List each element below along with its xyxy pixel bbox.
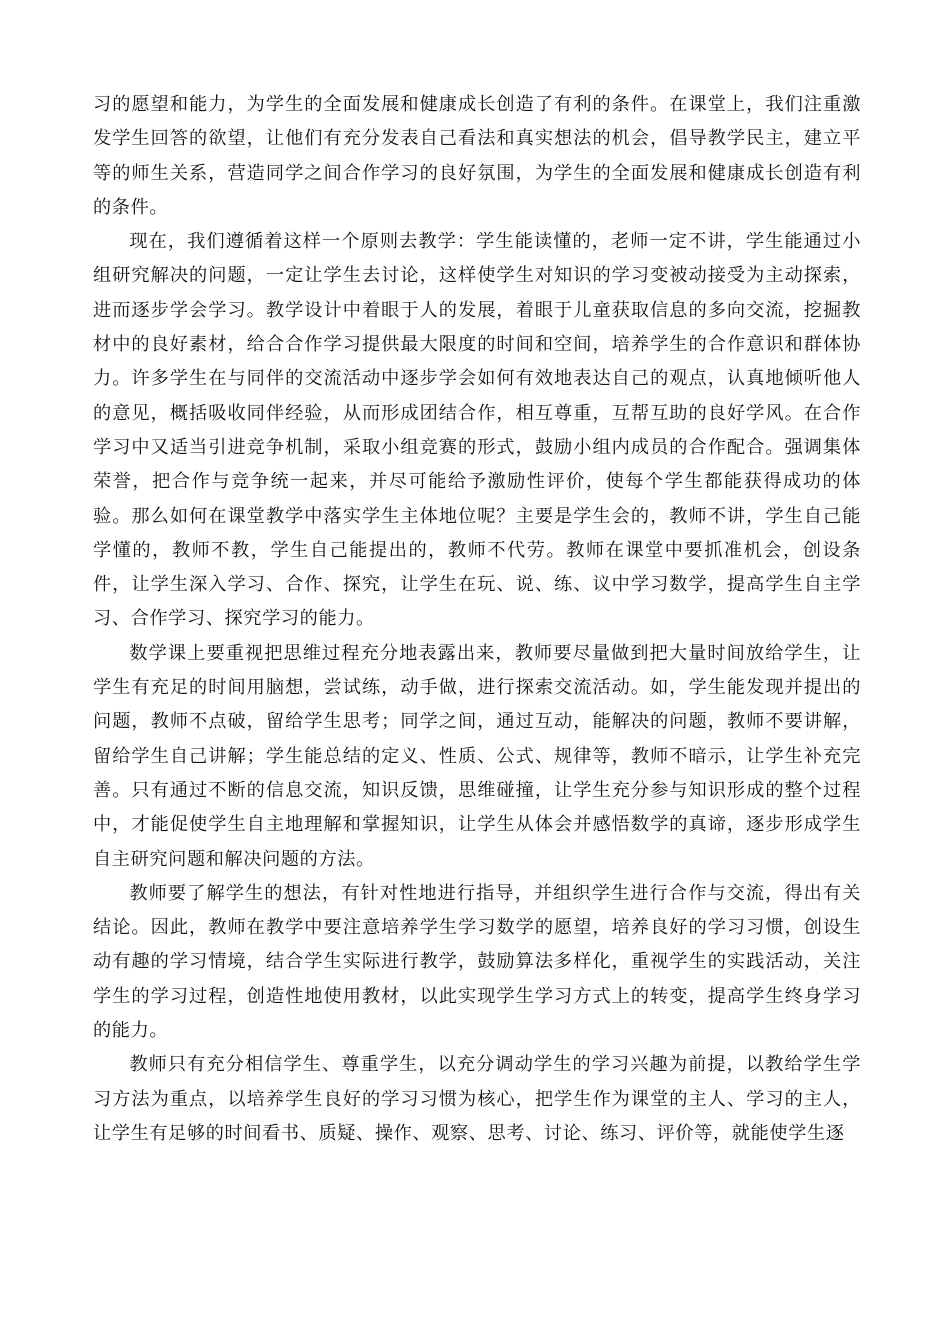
paragraph-1: 习的愿望和能力，为学生的全面发展和健康成长创造了有利的条件。在课堂上，我们注重激发学生回答的欲望，让他们有充分发表自己看法和真实想法的机会，倡导教学民主，建立平等的师生关系，营造同学之间合作学习的良好氛围，为学生的全面发展和健康成长创造有利的条件。 (93, 94, 861, 218)
paragraph-5: 教师只有充分相信学生、尊重学生，以充分调动学生的学习兴趣为前提，以教给学生学习方法为重点，以培养学生良好的学习习惯为核心，把学生作为课堂的主人、学习的主人，让学生有足够的时间看书、质疑、操作、观察、思考、讨论、练习、评价等，就能使学生逐 (93, 1054, 861, 1144)
paragraph-4: 教师要了解学生的想法，有针对性地进行指导，并组织学生进行合作与交流，得出有关结论。因此，教师在教学中要注意培养学生学习数学的愿望，培养良好的学习习惯，创设生动有趣的学习情境，结合学生实际进行教学，鼓励算法多样化，重视学生的实践活动，关注学生的学习过程，创造性地使用教材，以此实现学生学习方式上的转变，提高学生终身学习的能力。 (93, 882, 861, 1042)
paragraph-2: 现在，我们遵循着这样一个原则去教学：学生能读懂的，老师一定不讲，学生能通过小组研究解决的问题，一定让学生去讨论，这样使学生对知识的学习变被动接受为主动探索，进而逐步学会学习。教学设计中着眼于人的发展，着眼于儿童获取信息的多向交流，挖掘教材中的良好素材，给合合作学习提供最大限度的时间和空间，培养学生的合作意识和群体协力。许多学生在与同伴的交流活动中逐步学会如何有效地表达自己的观点，认真地倾听他人的意见，概括吸收同伴经验，从而形成团结合作，相互尊重，互帮互助的良好学风。在合作学习中又适当引进竞争机制，采取小组竞赛的形式，鼓励小组内成员的合作配合。强调集体荣誉，把合作与竞争统一起来，并尽可能给予激励性评价，使每个学生都能获得成功的体验。那么如何在课堂教学中落实学生主体地位呢？主要是学生会的，教师不讲，学生自己能学懂的，教师不教，学生自己能提出的，教师不代劳。教师在课堂中要抓准机会，创设条件，让学生深入学习、合作、探究，让学生在玩、说、练、议中学习数学，提高学生自主学习、合作学习、探究学习的能力。 (93, 231, 861, 630)
paragraph-3: 数学课上要重视把思维过程充分地表露出来，教师要尽量做到把大量时间放给学生，让学生有充足的时间用脑想，尝试练，动手做，进行探索交流活动。如，学生能发现并提出的问题，教师不点破，留给学生思考；同学之间，通过互动，能解决的问题，教师不要讲解，留给学生自己讲解；学生能总结的定义、性质、公式、规律等，教师不暗示，让学生补充完善。只有通过不断的信息交流，知识反馈，思维碰撞，让学生充分参与知识形成的整个过程中，才能促使学生自主地理解和掌握知识，让学生从体会并感悟数学的真谛，逐步形成学生自主研究问题和解决问题的方法。 (93, 642, 861, 870)
document-body (93, 88, 861, 1151)
